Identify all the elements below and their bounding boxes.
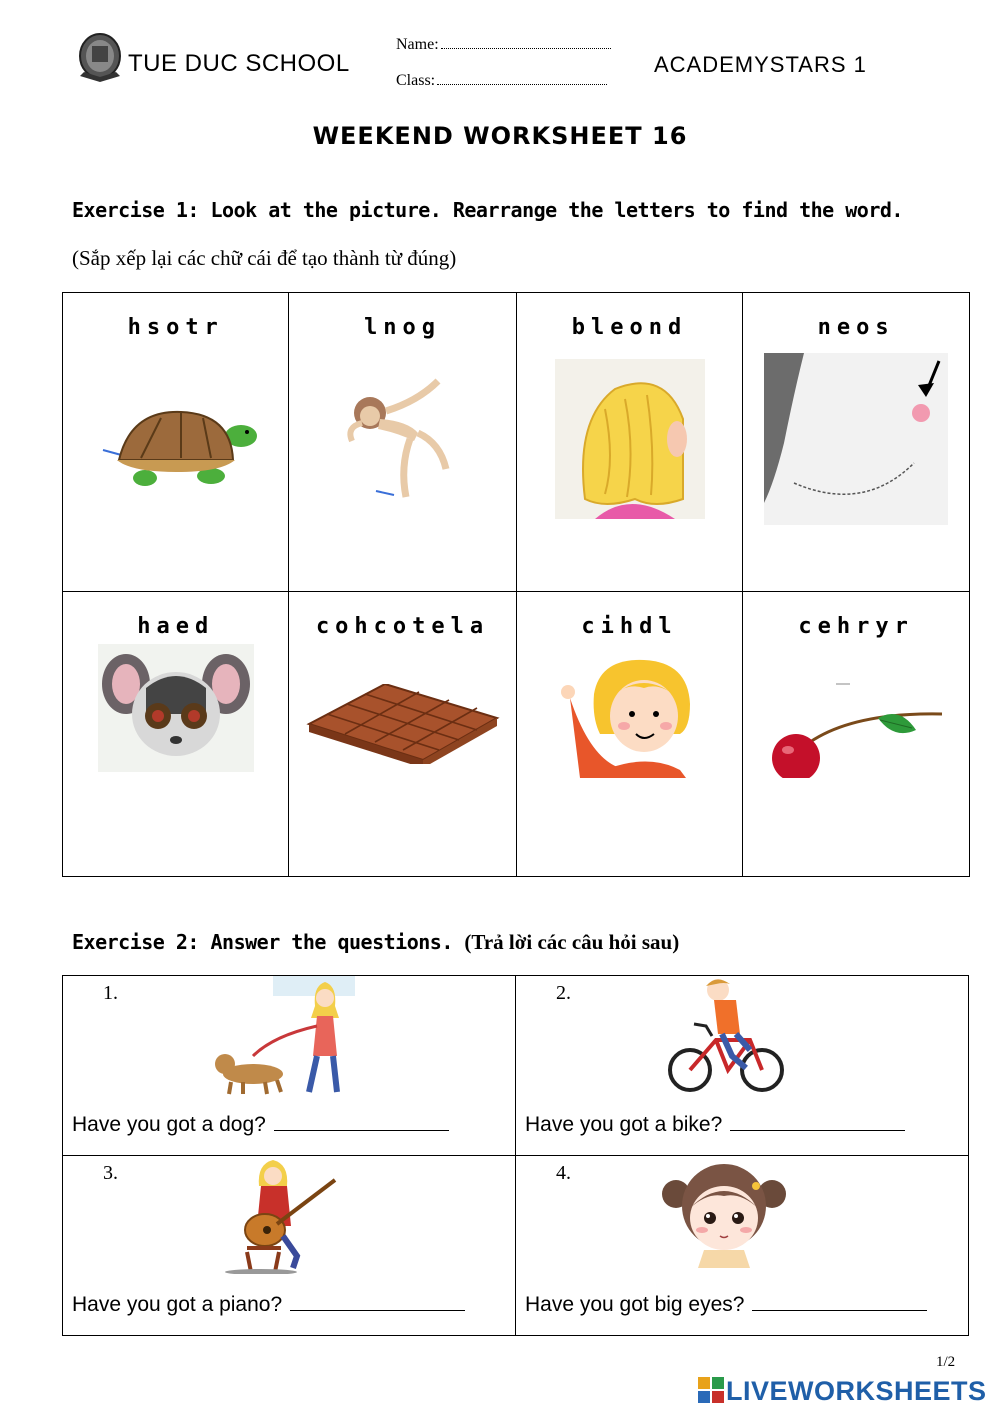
- child-picture: [517, 658, 743, 782]
- word-cell[interactable]: [63, 293, 289, 592]
- exercise2-grid: [62, 975, 969, 1336]
- class-field[interactable]: [396, 72, 607, 90]
- question-text[interactable]: Have you got a bike?: [525, 1113, 905, 1137]
- question-cell: [63, 976, 516, 1156]
- exercise1-instruction: Exercise 1: Look at the picture. Rearrange the letters to find the word.: [72, 198, 903, 222]
- answer-blank[interactable]: [752, 1296, 927, 1311]
- name-label: Name:: [396, 36, 439, 53]
- scrambled-letters: lnog: [364, 315, 442, 340]
- question-cell: [516, 976, 969, 1156]
- scrambled-letters: cohcotela: [315, 614, 490, 639]
- question-number: 3.: [103, 1162, 118, 1184]
- school-name: TUE DUC SCHOOL: [128, 50, 350, 77]
- cherry-picture: [743, 678, 969, 782]
- tortoise-picture: [63, 398, 288, 502]
- exercise2-instruction: [72, 930, 679, 955]
- question-text[interactable]: Have you got a dog?: [72, 1113, 449, 1137]
- scrambled-letters: neos: [817, 315, 895, 340]
- scrambled-letters: cihdl: [581, 614, 678, 639]
- word-cell[interactable]: [743, 592, 970, 877]
- question-number: 2.: [556, 982, 571, 1004]
- exercise1-instruction-vn: (Sắp xếp lại các chữ cái để tạo thành từ đúng): [72, 246, 457, 270]
- question-text[interactable]: Have you got big eyes?: [525, 1293, 927, 1317]
- word-cell[interactable]: [516, 293, 743, 592]
- page-title: WEEKEND WORKSHEET 16: [312, 122, 688, 150]
- name-field[interactable]: [396, 36, 611, 54]
- scrambled-letters: cehryr: [798, 614, 914, 639]
- girl-with-big-eyes-picture: [660, 1156, 788, 1272]
- monkey-picture: [289, 371, 515, 510]
- word-cell[interactable]: [63, 592, 289, 877]
- school-logo: [76, 30, 124, 84]
- exercise1-grid: [62, 292, 970, 877]
- head-picture: [63, 644, 288, 776]
- question-cell: [516, 1156, 969, 1336]
- word-cell[interactable]: [743, 293, 970, 592]
- girl-walking-dog-picture: [213, 976, 355, 1104]
- page-number: 1/2: [936, 1354, 956, 1370]
- course-name: ACADEMYSTARS 1: [654, 52, 867, 77]
- scrambled-letters: haed: [137, 614, 215, 639]
- scrambled-letters: hsotr: [127, 315, 224, 340]
- answer-blank[interactable]: [730, 1116, 905, 1131]
- scrambled-letters: bleond: [571, 315, 688, 340]
- question-cell: [63, 1156, 516, 1336]
- blonde-hair-picture: [517, 359, 743, 523]
- nose-picture: [743, 353, 969, 529]
- boy-on-bike-picture: [666, 976, 788, 1104]
- girl-playing-guitar-picture: [217, 1156, 341, 1278]
- chocolate-picture: [289, 684, 515, 768]
- answer-blank[interactable]: [274, 1116, 449, 1131]
- question-number: 1.: [103, 982, 118, 1004]
- question-number: 4.: [556, 1162, 571, 1184]
- exercise2-instruction-vn: (Trả lời các câu hỏi sau): [464, 930, 680, 954]
- answer-blank[interactable]: [290, 1296, 465, 1311]
- brand-text: LIVEWORKSHEETS: [726, 1376, 987, 1406]
- class-label: Class:: [396, 72, 436, 89]
- liveworksheets-brand[interactable]: [698, 1376, 987, 1407]
- word-cell[interactable]: [289, 592, 516, 877]
- question-text[interactable]: Have you got a piano?: [72, 1293, 465, 1317]
- liveworksheets-logo-icon: [698, 1377, 724, 1403]
- exercise2-instruction-en: Exercise 2: Answer the questions.: [72, 930, 453, 954]
- word-cell[interactable]: [289, 293, 516, 592]
- word-cell[interactable]: [516, 592, 743, 877]
